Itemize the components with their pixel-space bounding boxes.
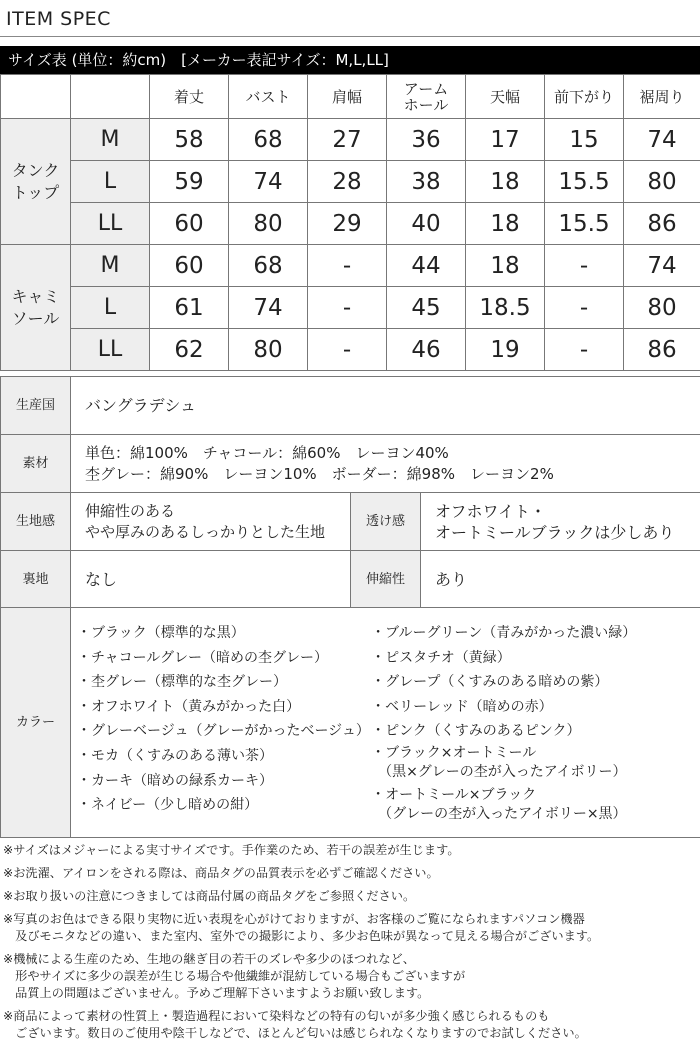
info-row-lining xyxy=(1,551,700,608)
note: ※商品によって素材の性質上・製造過程において染料などの特有の匂いが多少強く感じられるものも ございます。数日のご使用や陰干しなどで、ほとんど匂いは感じられなくなりますのでお試しください。 xyxy=(3,1008,700,1042)
color-item: ・ベリーレッド（暗めの赤） xyxy=(371,695,700,720)
material-label: 素材 xyxy=(1,435,71,493)
column-header: バスト xyxy=(229,75,308,119)
column-header: 裾周り xyxy=(624,75,700,119)
size-label: M xyxy=(71,245,150,287)
table-cell: 15 xyxy=(545,119,624,161)
note: ※サイズはメジャーによる実寸サイズです。手作業のため、若干の誤差が生じます。 xyxy=(3,842,700,859)
stretch-label: 伸縮性 xyxy=(351,551,421,608)
table-cell: 80 xyxy=(229,329,308,371)
material-line: 杢グレー：綿90% レーヨン10% ボーダー：綿98% レーヨン2% xyxy=(85,464,686,485)
column-header: 前下がり xyxy=(545,75,624,119)
color-column-left xyxy=(77,621,371,824)
sheer-line: オフホワイト・ xyxy=(435,501,686,522)
table-cell: 74 xyxy=(624,119,700,161)
size-label: LL xyxy=(71,203,150,245)
origin-value: バングラデシュ xyxy=(71,377,700,435)
table-cell: - xyxy=(545,329,624,371)
color-item: ・ブラック×オートミール xyxy=(371,744,700,763)
page-title: ITEM SPEC xyxy=(6,8,111,30)
info-row-material xyxy=(1,435,700,493)
color-item: ・オートミール×ブラック xyxy=(371,786,700,805)
table-cell: 36 xyxy=(387,119,466,161)
info-row-origin xyxy=(1,377,700,435)
diagonal-corner-cell xyxy=(1,75,71,119)
size-label: L xyxy=(71,161,150,203)
table-row xyxy=(1,119,700,161)
texture-value xyxy=(71,493,351,551)
note: ※写真のお色はできる限り実物に近い表現を心がけておりますが、お客様のご覧になられますパソコン機器 及びモニタなどの違い、また室内、室外での撮影により、多少お色味が異なって見える場合がございます。 xyxy=(3,911,700,945)
table-cell: 18 xyxy=(466,203,545,245)
table-cell: 29 xyxy=(308,203,387,245)
table-cell: 74 xyxy=(229,161,308,203)
color-item: ・杢グレー（標準的な杢グレー） xyxy=(77,670,371,695)
table-cell: 44 xyxy=(387,245,466,287)
color-item: ・グレープ（くすみのある暗めの紫） xyxy=(371,670,700,695)
table-cell: 18 xyxy=(466,245,545,287)
sheer-line: オートミールブラックは少しあり xyxy=(435,522,686,543)
color-column-right xyxy=(371,621,700,824)
material-line: 単色：綿100% チャコール：綿60% レーヨン40% xyxy=(85,443,686,464)
color-item: ・モカ（くすみのある薄い茶） xyxy=(77,744,371,769)
notes xyxy=(3,842,700,1048)
column-header: アーム ホール xyxy=(387,75,466,119)
color-item: （グレーの杢が入ったアイボリー×黒） xyxy=(371,805,700,824)
column-header: 天幅 xyxy=(466,75,545,119)
column-header: 肩幅 xyxy=(308,75,387,119)
color-item: ・オフホワイト（黄みがかった白） xyxy=(77,695,371,720)
table-cell: 80 xyxy=(229,203,308,245)
table-row xyxy=(1,287,700,329)
color-item: ・ブラック（標準的な黒） xyxy=(77,621,371,646)
color-item: ・チャコールグレー（暗めの杢グレー） xyxy=(77,646,371,671)
table-cell: 17 xyxy=(466,119,545,161)
color-list xyxy=(71,608,700,838)
size-table-header-row xyxy=(1,75,700,119)
table-cell: 61 xyxy=(150,287,229,329)
info-row-texture xyxy=(1,493,700,551)
table-cell: - xyxy=(308,287,387,329)
table-cell: 38 xyxy=(387,161,466,203)
size-table-header-bar: サイズ表 (単位：約cm) [メーカー表記サイズ：M,L,LL] xyxy=(0,46,700,74)
table-row xyxy=(1,161,700,203)
table-cell: 27 xyxy=(308,119,387,161)
group-label-tank-top: タンク トップ xyxy=(1,119,71,245)
color-item: ・ブルーグリーン（青みがかった濃い緑） xyxy=(371,621,700,646)
table-cell: 15.5 xyxy=(545,203,624,245)
color-item: ・ピンク（くすみのあるピンク） xyxy=(371,719,700,744)
table-cell: 80 xyxy=(624,287,700,329)
table-cell: 15.5 xyxy=(545,161,624,203)
size-label: L xyxy=(71,287,150,329)
table-cell: 74 xyxy=(229,287,308,329)
size-label: M xyxy=(71,119,150,161)
title-divider xyxy=(0,36,700,37)
table-cell: 86 xyxy=(624,203,700,245)
material-value xyxy=(71,435,700,493)
table-cell: - xyxy=(308,245,387,287)
lining-label: 裏地 xyxy=(1,551,71,608)
table-cell: 60 xyxy=(150,245,229,287)
origin-label: 生産国 xyxy=(1,377,71,435)
texture-line: やや厚みのあるしっかりとした生地 xyxy=(85,522,336,543)
texture-label: 生地感 xyxy=(1,493,71,551)
size-label: LL xyxy=(71,329,150,371)
table-row xyxy=(1,245,700,287)
note: ※機械による生産のため、生地の継ぎ目の若干のズレや多少のほつれなど、 形やサイズに多少の誤差が生じる場合や他繊維が混紡している場合もございますが 品質上の問題はございません。予めご理解下さいますようお願い致します。 xyxy=(3,951,700,1002)
note: ※お取り扱いの注意につきましては商品付属の商品タグをご参照ください。 xyxy=(3,888,700,905)
table-cell: 19 xyxy=(466,329,545,371)
lining-value: なし xyxy=(71,551,351,608)
table-cell: 58 xyxy=(150,119,229,161)
table-cell: 60 xyxy=(150,203,229,245)
diagonal-corner-cell xyxy=(71,75,150,119)
table-cell: 68 xyxy=(229,245,308,287)
sheer-label: 透け感 xyxy=(351,493,421,551)
table-cell: 46 xyxy=(387,329,466,371)
sheer-value xyxy=(421,493,700,551)
table-cell: 18.5 xyxy=(466,287,545,329)
texture-line: 伸縮性のある xyxy=(85,501,336,522)
note: ※お洗濯、アイロンをされる際は、商品タグの品質表示を必ずご確認ください。 xyxy=(3,865,700,882)
table-cell: - xyxy=(545,245,624,287)
color-item: ・ネイビー（少し暗めの紺） xyxy=(77,793,371,818)
table-row xyxy=(1,329,700,371)
table-row xyxy=(1,203,700,245)
table-cell: 62 xyxy=(150,329,229,371)
info-row-colors xyxy=(1,608,700,838)
color-item: ・カーキ（暗めの緑系カーキ） xyxy=(77,769,371,794)
product-info-table xyxy=(0,376,700,838)
color-item: （黒×グレーの杢が入ったアイボリー） xyxy=(371,763,700,782)
table-cell: 74 xyxy=(624,245,700,287)
column-header: 着丈 xyxy=(150,75,229,119)
table-cell: - xyxy=(308,329,387,371)
table-cell: - xyxy=(545,287,624,329)
color-label: カラー xyxy=(1,608,71,838)
table-cell: 28 xyxy=(308,161,387,203)
table-cell: 86 xyxy=(624,329,700,371)
group-label-camisole: キャミ ソール xyxy=(1,245,71,371)
table-cell: 45 xyxy=(387,287,466,329)
table-cell: 40 xyxy=(387,203,466,245)
table-cell: 80 xyxy=(624,161,700,203)
size-table xyxy=(0,74,700,371)
table-cell: 59 xyxy=(150,161,229,203)
color-item: ・ピスタチオ（黄緑） xyxy=(371,646,700,671)
table-cell: 68 xyxy=(229,119,308,161)
color-item: ・グレーベージュ（グレーがかったベージュ） xyxy=(77,719,371,744)
table-cell: 18 xyxy=(466,161,545,203)
stretch-value: あり xyxy=(421,551,700,608)
